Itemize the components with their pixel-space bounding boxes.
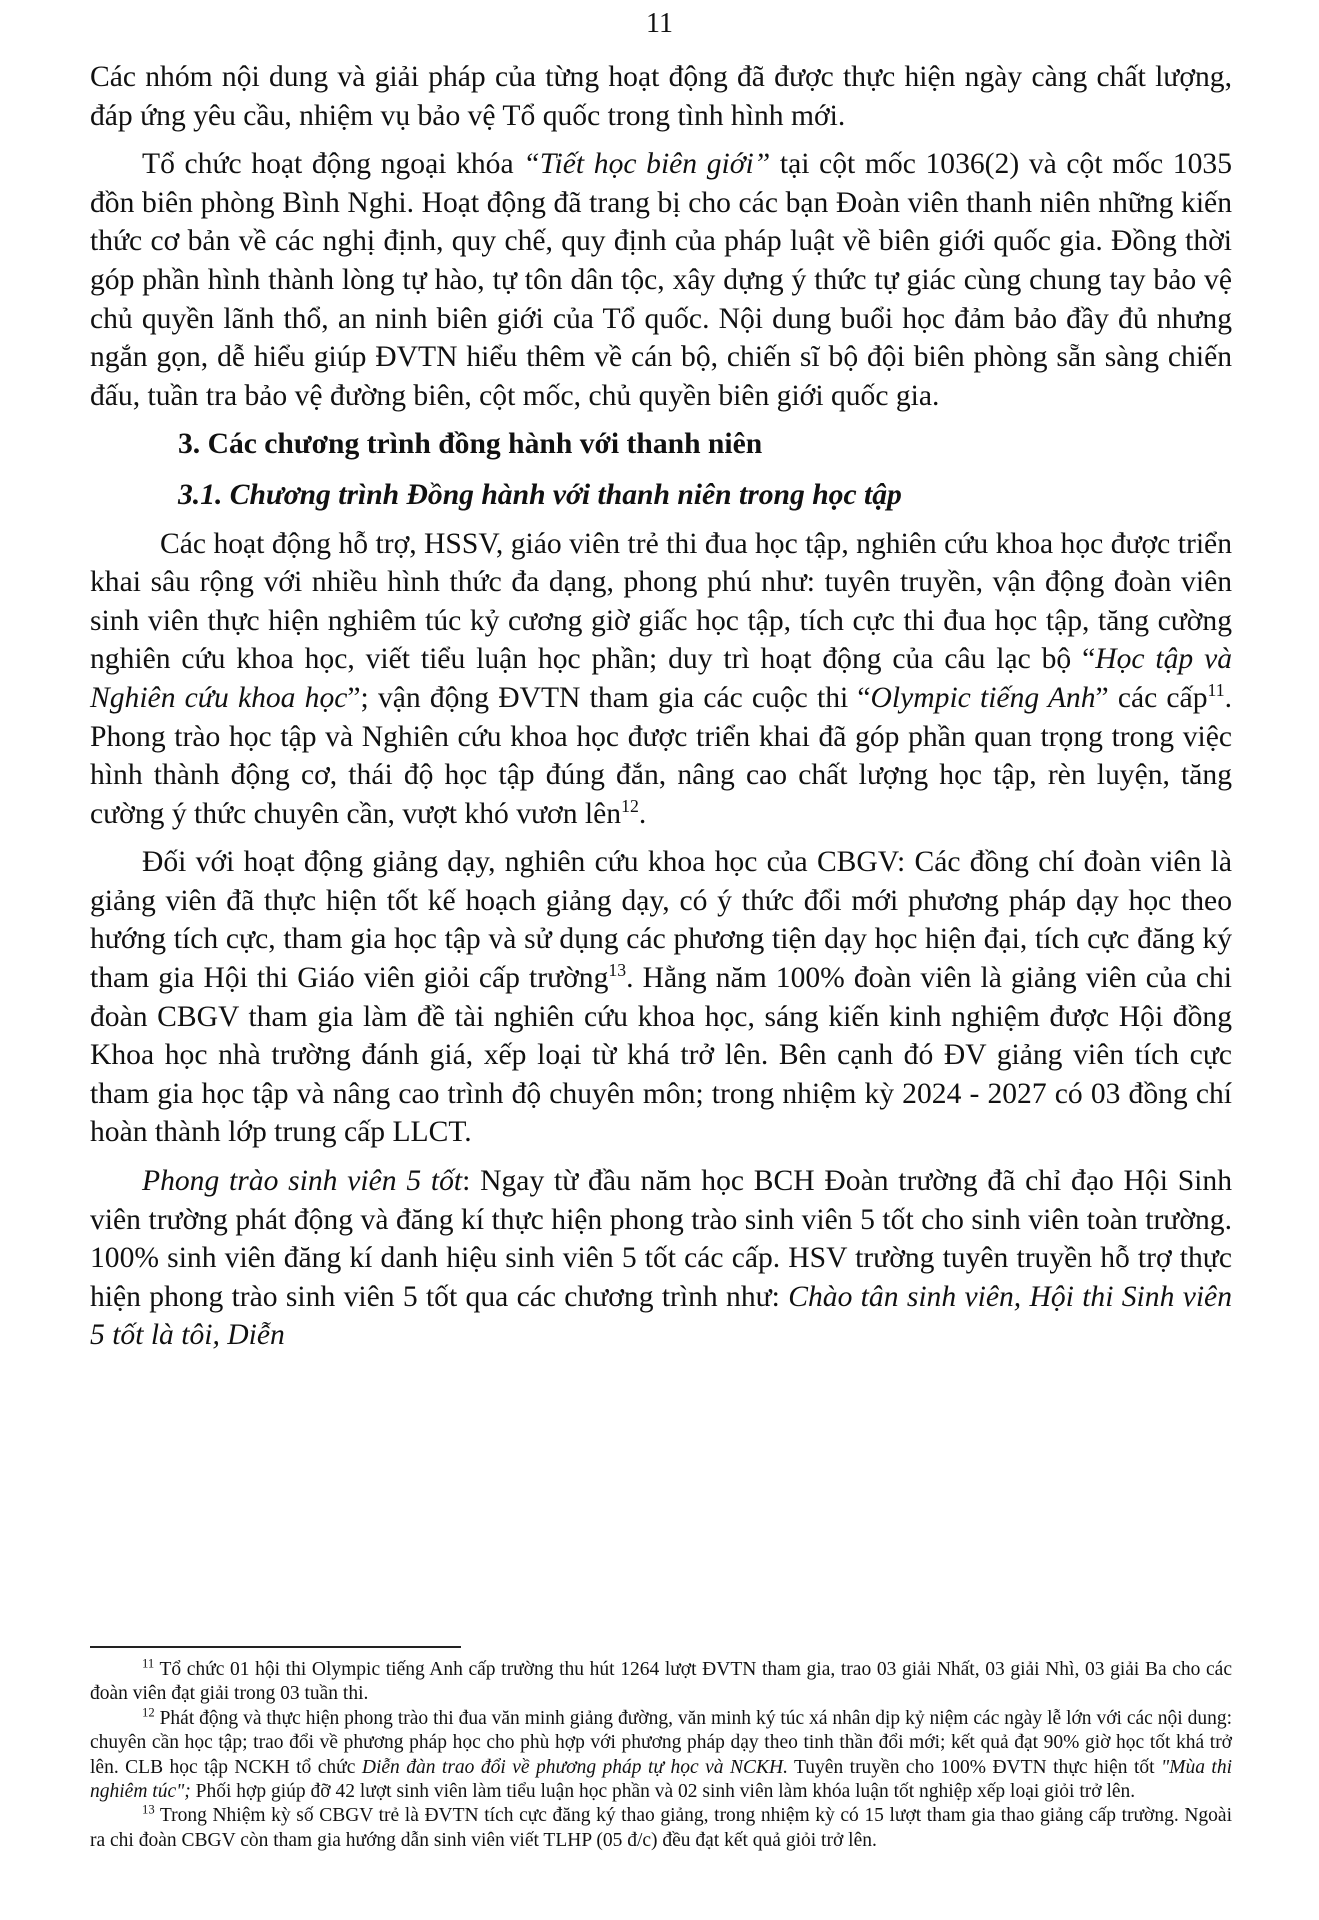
text-run: ”; vận động ĐVTN tham gia các cuộc thi “ <box>347 681 871 714</box>
text-run: : Ngay từ đầu năm học BCH Đoàn trường đã chỉ đạo Hội Sinh viên trường phát động và đăng kí thực hiện phong trào sinh viên 5 tốt cho sinh viên toàn trường. 100% sinh viên đăng kí danh hiệu sinh viên 5 tốt các cấp. HSV trường tuyên truyền hỗ trợ thực hiện phong trào sinh viên 5 tốt qua các chương trình như: <box>90 1165 1233 1313</box>
text-run: . Phong trào học tập và Nghiên cứu khoa học được triển khai đã góp phần quan trọng trong việc hình thành động cơ, thái độ học tập đúng đắn, nâng cao chất lượng học tập, rèn luyện, tăng cường ý thức chuyên cần, vượt khó vươn lên <box>90 681 1232 830</box>
text-run: . <box>638 797 647 830</box>
footnote-text: Tổ chức 01 hội thi Olympic tiếng Anh cấp trường thu hút 1264 lượt ĐVTN tham gia, trao 03 giải Nhất, 03 giải Nhì, 03 giải Ba cho các đoàn viên đạt giải trong 03 tuần thi. <box>90 1659 1232 1705</box>
footnote-text: Phát động và thực hiện phong trào thi đua văn minh giảng đường, văn minh ký túc xá nhân dịp kỷ niệm các ngày lễ lớn với các nội dung: chuyên cần học tập; trao đổi về phương pháp học cho phù hợp với phương pháp dạy theo tinh thần đổi mới; kết quả đạt 90% giờ học tốt khá trở lên. CLB học tập NCKH tổ chức <box>90 1707 1232 1778</box>
footnote-text: Phối hợp giúp đỡ 42 lượt sinh viên làm tiểu luận học phần và 02 sinh viên làm khóa luận tốt nghiệp xếp loại giỏi trở lên. <box>190 1781 1136 1803</box>
footnote-number: 13 <box>142 1802 155 1817</box>
footnote-13 <box>90 1804 1232 1853</box>
footnote-text: Tuyên truyền cho 100% ĐVTN thực hiện tốt <box>787 1756 1162 1778</box>
club-name: Học tập và Nghiên cứu khoa học <box>90 643 1232 714</box>
contest-name: Olympic tiếng Anh <box>870 681 1096 714</box>
text-run: ” các cấp <box>1095 681 1208 714</box>
text-run: Tổ chức hoạt động ngoại khóa <box>142 148 524 181</box>
footnote-number: 11 <box>142 1656 155 1671</box>
text-run: Các hoạt động hỗ trợ, HSSV, giáo viên trẻ thi đua học tập, nghiên cứu khoa học được triển khai sâu rộng với nhiều hình thức đa dạng, phong phú như: tuyên truyền, vận động đoàn viên sinh viên thực hiện nghiêm túc kỷ cương giờ giấc học tập, tích cực thi đua học tập, tăng cường nghiên cứu khoa học, viết tiểu luận học phần; duy trì hoạt động của câu lạc bộ “ <box>90 527 1232 676</box>
text-run: tại cột mốc 1036(2) và cột mốc 1035 đồn biên phòng Bình Nghi. Hoạt động đã trang bị cho các bạn Đoàn viên thanh niên những kiến thức cơ bản về các nghị định, quy chế, quy định của pháp luật về biên giới quốc gia. Đồng thời góp phần hình thành lòng tự hào, tự tôn dân tộc, xây dựng ý thức tự giác cùng chung tay bảo vệ chủ quyền lãnh thổ, an ninh biên giới của Tổ quốc. Nội dung buổi học đảm bảo đầy đủ nhưng ngắn gọn, dễ hiểu giúp ĐVTN hiểu thêm về cán bộ, chiến sĩ bộ đội biên phòng sẵn sàng chiến đấu, tuần tra bảo vệ đường biên, cột mốc, chủ quyền biên giới quốc gia. <box>90 148 1232 412</box>
paragraph-intro: Các nhóm nội dung và giải pháp của từng hoạt động đã được thực hiện ngày càng chất lượng, đáp ứng yêu cầu, nhiệm vụ bảo vệ Tổ quốc trong tình hình mới. <box>90 61 1232 132</box>
footnote-ref-11[interactable]: 11 <box>1207 680 1225 701</box>
footnote-12 <box>90 1707 1232 1805</box>
footnote-11 <box>90 1658 1232 1707</box>
campaign-name: "Mùa thi nghiêm túc"; <box>90 1756 1232 1803</box>
footnote-ref-13[interactable]: 13 <box>608 960 627 981</box>
paragraph-border-lesson <box>90 145 1232 415</box>
footnote-ref-12[interactable]: 12 <box>621 795 639 816</box>
quoted-title: “Tiết học biên giới” <box>523 148 771 181</box>
movement-name: Phong trào sinh viên 5 tốt <box>142 1165 463 1198</box>
section-heading: 3. Các chương trình đồng hành với thanh niên <box>178 428 763 461</box>
paragraph-study-support <box>90 525 1232 834</box>
paragraph-teaching <box>90 843 1232 1152</box>
program-names: Chào tân sinh viên, Hội thi Sinh viên 5 tốt là tôi, Diễn <box>90 1280 1232 1352</box>
forum-name: Diễn đàn trao đổi về phương pháp tự học và NCKH. <box>361 1756 788 1778</box>
footnote-number: 12 <box>142 1705 155 1720</box>
subsection-heading: 3.1. Chương trình Đồng hành với thanh niên trong học tập <box>178 478 902 511</box>
text-run: . Hằng năm 100% đoàn viên là giảng viên của chi đoàn CBGV tham gia làm đề tài nghiên cứu khoa học, sáng kiến kinh nghiệm được Hội đồng Khoa học nhà trường đánh giá, xếp loại từ khá trở lên. Bên cạnh đó ĐV giảng viên tích cực tham gia học tập và nâng cao trình độ chuyên môn; trong nhiệm kỳ 2024 - 2027 có 03 đồng chí hoàn thành lớp trung cấp LLCT. <box>90 962 1232 1149</box>
paragraph-five-good-students <box>90 1162 1232 1355</box>
footnote-separator <box>90 1646 461 1648</box>
text-run: Đối với hoạt động giảng dạy, nghiên cứu khoa học của CBGV: Các đồng chí đoàn viên là giảng viên đã thực hiện tốt kế hoạch giảng dạy, có ý thức đổi mới phương pháp dạy học theo hướng tích cực, tham gia học tập và sử dụng các phương tiện dạy học hiện đại, tích cực đăng ký tham gia Hội thi Giáo viên giỏi cấp trường <box>90 846 1232 995</box>
footnote-text: Trong Nhiệm kỳ số CBGV trẻ là ĐVTN tích cực đăng ký thao giảng, trong nhiệm kỳ có 15 lượt tham gia thao giảng cấp trường. Ngoài ra chi đoàn CBGV còn tham gia hướng dẫn sinh viên viết TLHP (05 đ/c) đều đạt kết quả giỏi trở lên. <box>90 1805 1232 1851</box>
page-number: 11 <box>646 8 673 39</box>
footnotes <box>90 1658 1232 1853</box>
body-text <box>90 58 1232 1365</box>
